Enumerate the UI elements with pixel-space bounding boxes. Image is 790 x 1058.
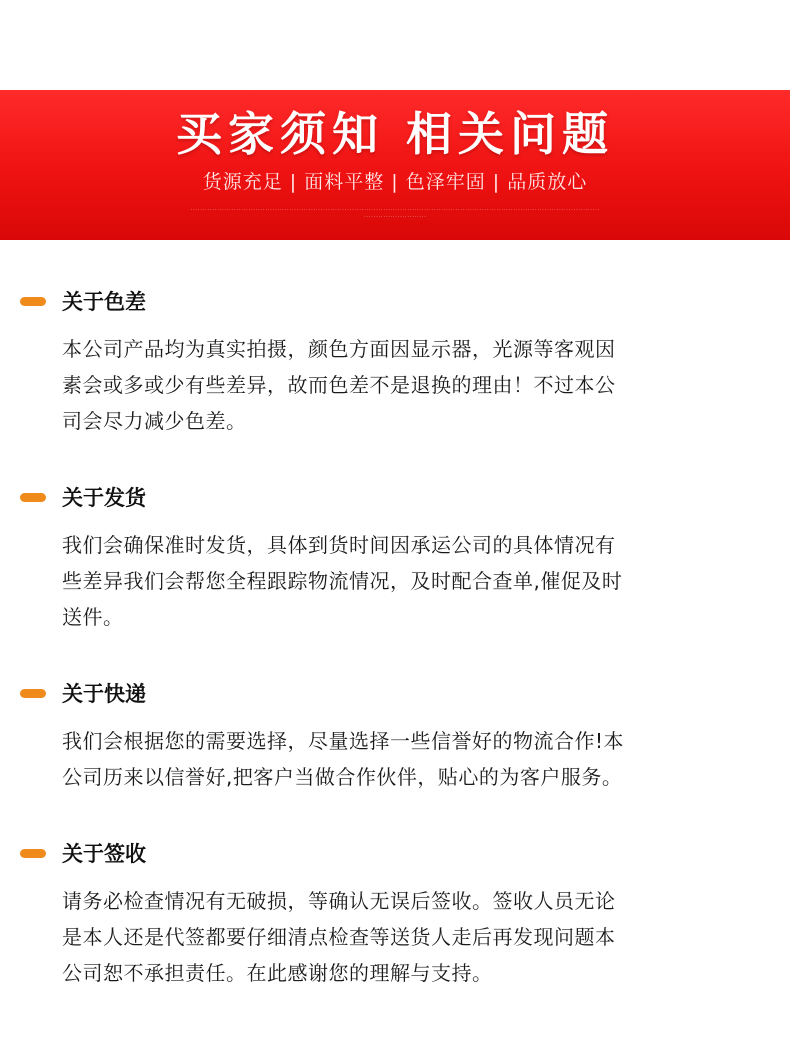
section-heading [0, 287, 790, 317]
bullet-pill-icon [20, 689, 46, 698]
body-line: 请务必检查情况有无破损，等确认无误后签收。签收人员无论 [62, 889, 616, 913]
body-line: 我们会确保准时发货，具体到货时间因承运公司的具体情况有 [62, 533, 616, 557]
body-line: 本公司产品均为真实拍摄，颜色方面因显示器，光源等客观因 [62, 337, 616, 361]
bullet-pill-icon [20, 493, 46, 502]
banner-decorative-fine-print: ···································································································································································································· [190, 207, 600, 219]
body-line: 公司历来以信誉好,把客户当做合作伙伴，贴心的为客户服务。 [62, 765, 623, 789]
bullet-pill-icon [20, 297, 46, 306]
header-banner [0, 90, 790, 240]
section-title: 关于发货 [62, 486, 146, 510]
section-courier [0, 679, 790, 789]
section-body [62, 883, 722, 991]
body-line: 我们会根据您的需要选择，尽量选择一些信誉好的物流合作!本 [62, 729, 625, 753]
section-body [62, 527, 722, 635]
section-color-difference [0, 287, 790, 433]
body-line: 司会尽力减少色差。 [62, 409, 247, 433]
body-line: 素会或多或少有些差异，故而色差不是退换的理由！不过本公 [62, 373, 616, 397]
section-title: 关于色差 [62, 290, 146, 314]
banner-title: 买家须知 相关问题 [175, 107, 614, 161]
section-body [62, 331, 722, 439]
section-title: 关于快递 [62, 682, 146, 706]
section-title: 关于签收 [62, 842, 146, 866]
section-shipping [0, 483, 790, 629]
section-receipt [0, 839, 790, 985]
section-body [62, 723, 722, 795]
bullet-pill-icon [20, 849, 46, 858]
body-line: 是本人还是代签都要仔细清点检查等送货人走后再发现问题本 [62, 925, 616, 949]
section-heading [0, 679, 790, 709]
banner-subtitle: 货源充足 | 面料平整 | 色泽牢固 | 品质放心 [202, 171, 588, 193]
body-line: 些差异我们会帮您全程跟踪物流情况，及时配合查单,催促及时 [62, 569, 623, 593]
body-line: 送件。 [62, 605, 124, 629]
section-heading [0, 839, 790, 869]
section-heading [0, 483, 790, 513]
body-line: 公司恕不承担责任。在此感谢您的理解与支持。 [62, 961, 493, 985]
